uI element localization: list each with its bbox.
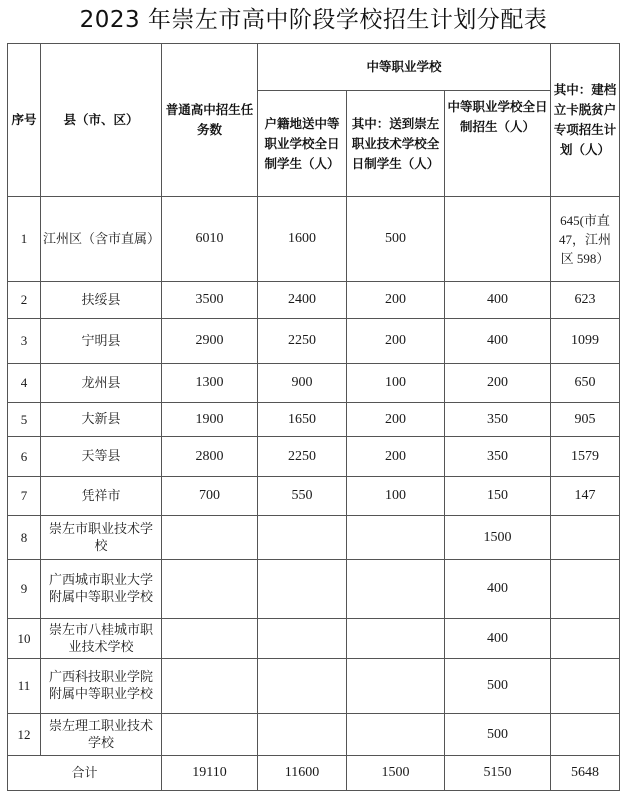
row-seq: 3 — [8, 319, 41, 364]
row-voc-sent: 2400 — [258, 282, 347, 319]
row-poverty-plan: 650 — [551, 364, 620, 403]
row-county: 扶绥县 — [41, 282, 162, 319]
row-seq: 9 — [8, 560, 41, 619]
row-poverty-plan — [551, 516, 620, 560]
table-row — [8, 364, 620, 403]
row-county: 广西科技职业学院附属中等职业学校 — [41, 659, 162, 714]
enrollment-plan-table — [7, 43, 620, 791]
row-voc-sent-czvt: 200 — [347, 282, 445, 319]
row-seq: 7 — [8, 477, 41, 516]
table-row — [8, 516, 620, 560]
row-seq: 11 — [8, 659, 41, 714]
header-county: 县（市、区） — [41, 44, 162, 197]
table-row — [8, 560, 620, 619]
total-row — [8, 756, 620, 791]
table-row — [8, 659, 620, 714]
row-county: 江州区（含市直属） — [41, 197, 162, 282]
row-poverty-plan — [551, 560, 620, 619]
row-general-hs — [162, 659, 258, 714]
row-general-hs — [162, 619, 258, 659]
row-county: 崇左市八桂城市职业技术学校 — [41, 619, 162, 659]
row-voc-enroll: 400 — [445, 560, 551, 619]
header-voc-sent-czvt: 其中：送到崇左职业技术学校全日制学生（人） — [347, 91, 445, 197]
row-voc-enroll: 350 — [445, 437, 551, 477]
row-voc-sent: 2250 — [258, 437, 347, 477]
row-poverty-plan — [551, 659, 620, 714]
row-county: 大新县 — [41, 403, 162, 437]
table-row — [8, 619, 620, 659]
table-row — [8, 437, 620, 477]
row-poverty-plan — [551, 619, 620, 659]
row-voc-sent: 900 — [258, 364, 347, 403]
row-voc-sent: 1600 — [258, 197, 347, 282]
table-row — [8, 403, 620, 437]
row-county: 广西城市职业大学附属中等职业学校 — [41, 560, 162, 619]
row-voc-enroll: 150 — [445, 477, 551, 516]
total-label: 合计 — [8, 756, 162, 791]
row-seq: 6 — [8, 437, 41, 477]
header-seq: 序号 — [8, 44, 41, 197]
row-poverty-plan: 147 — [551, 477, 620, 516]
row-voc-sent-czvt: 500 — [347, 197, 445, 282]
row-county: 崇左市职业技术学校 — [41, 516, 162, 560]
row-poverty-plan: 905 — [551, 403, 620, 437]
row-voc-sent — [258, 659, 347, 714]
header-voc-enroll: 中等职业学校全日制招生（人） — [445, 91, 551, 197]
row-seq: 8 — [8, 516, 41, 560]
row-poverty-plan: 1579 — [551, 437, 620, 477]
row-seq: 4 — [8, 364, 41, 403]
row-voc-enroll: 400 — [445, 619, 551, 659]
row-voc-sent-czvt: 200 — [347, 437, 445, 477]
row-seq: 1 — [8, 197, 41, 282]
table-row — [8, 197, 620, 282]
row-voc-enroll: 400 — [445, 319, 551, 364]
row-voc-sent-czvt — [347, 659, 445, 714]
row-general-hs: 700 — [162, 477, 258, 516]
row-general-hs: 3500 — [162, 282, 258, 319]
row-voc-sent: 1650 — [258, 403, 347, 437]
row-voc-sent-czvt: 100 — [347, 477, 445, 516]
row-voc-sent-czvt — [347, 560, 445, 619]
row-voc-sent — [258, 714, 347, 756]
total-voc-sent-czvt: 1500 — [347, 756, 445, 791]
row-voc-sent-czvt: 200 — [347, 319, 445, 364]
row-county: 崇左理工职业技术学校 — [41, 714, 162, 756]
row-general-hs: 2900 — [162, 319, 258, 364]
table-row — [8, 319, 620, 364]
row-general-hs — [162, 560, 258, 619]
row-voc-sent-czvt — [347, 516, 445, 560]
row-general-hs: 2800 — [162, 437, 258, 477]
row-voc-enroll: 400 — [445, 282, 551, 319]
row-voc-sent-czvt: 200 — [347, 403, 445, 437]
row-seq: 12 — [8, 714, 41, 756]
row-voc-enroll: 500 — [445, 714, 551, 756]
total-voc-enroll: 5150 — [445, 756, 551, 791]
table-row — [8, 477, 620, 516]
total-poverty-plan: 5648 — [551, 756, 620, 791]
row-voc-sent — [258, 516, 347, 560]
row-general-hs — [162, 516, 258, 560]
row-voc-sent-czvt: 100 — [347, 364, 445, 403]
row-general-hs: 6010 — [162, 197, 258, 282]
row-voc-sent-czvt — [347, 714, 445, 756]
row-county: 天等县 — [41, 437, 162, 477]
row-voc-sent-czvt — [347, 619, 445, 659]
row-voc-sent: 550 — [258, 477, 347, 516]
row-seq: 5 — [8, 403, 41, 437]
row-voc-sent: 2250 — [258, 319, 347, 364]
row-voc-enroll — [445, 197, 551, 282]
header-general-hs: 普通高中招生任务数 — [162, 44, 258, 197]
row-general-hs — [162, 714, 258, 756]
row-poverty-plan: 1099 — [551, 319, 620, 364]
row-voc-enroll: 200 — [445, 364, 551, 403]
row-voc-sent — [258, 560, 347, 619]
row-voc-sent — [258, 619, 347, 659]
table-row — [8, 282, 620, 319]
row-poverty-plan: 645(市直 47，江州区 598） — [551, 197, 620, 282]
header-poverty-plan: 其中：建档立卡脱贫户专项招生计划（人） — [551, 44, 620, 197]
row-general-hs: 1300 — [162, 364, 258, 403]
row-voc-enroll: 350 — [445, 403, 551, 437]
total-general-hs: 19110 — [162, 756, 258, 791]
row-county: 龙州县 — [41, 364, 162, 403]
page-title: 2023 年崇左市高中阶段学校招生计划分配表 — [79, 7, 548, 33]
row-poverty-plan — [551, 714, 620, 756]
row-voc-enroll: 1500 — [445, 516, 551, 560]
table-row — [8, 714, 620, 756]
row-poverty-plan: 623 — [551, 282, 620, 319]
row-general-hs: 1900 — [162, 403, 258, 437]
row-county: 凭祥市 — [41, 477, 162, 516]
row-voc-enroll: 500 — [445, 659, 551, 714]
row-seq: 2 — [8, 282, 41, 319]
row-seq: 10 — [8, 619, 41, 659]
row-county: 宁明县 — [41, 319, 162, 364]
header-voc-sent: 户籍地送中等职业学校全日制学生（人） — [258, 91, 347, 197]
total-voc-sent: 11600 — [258, 756, 347, 791]
header-vocational-group: 中等职业学校 — [258, 44, 551, 91]
